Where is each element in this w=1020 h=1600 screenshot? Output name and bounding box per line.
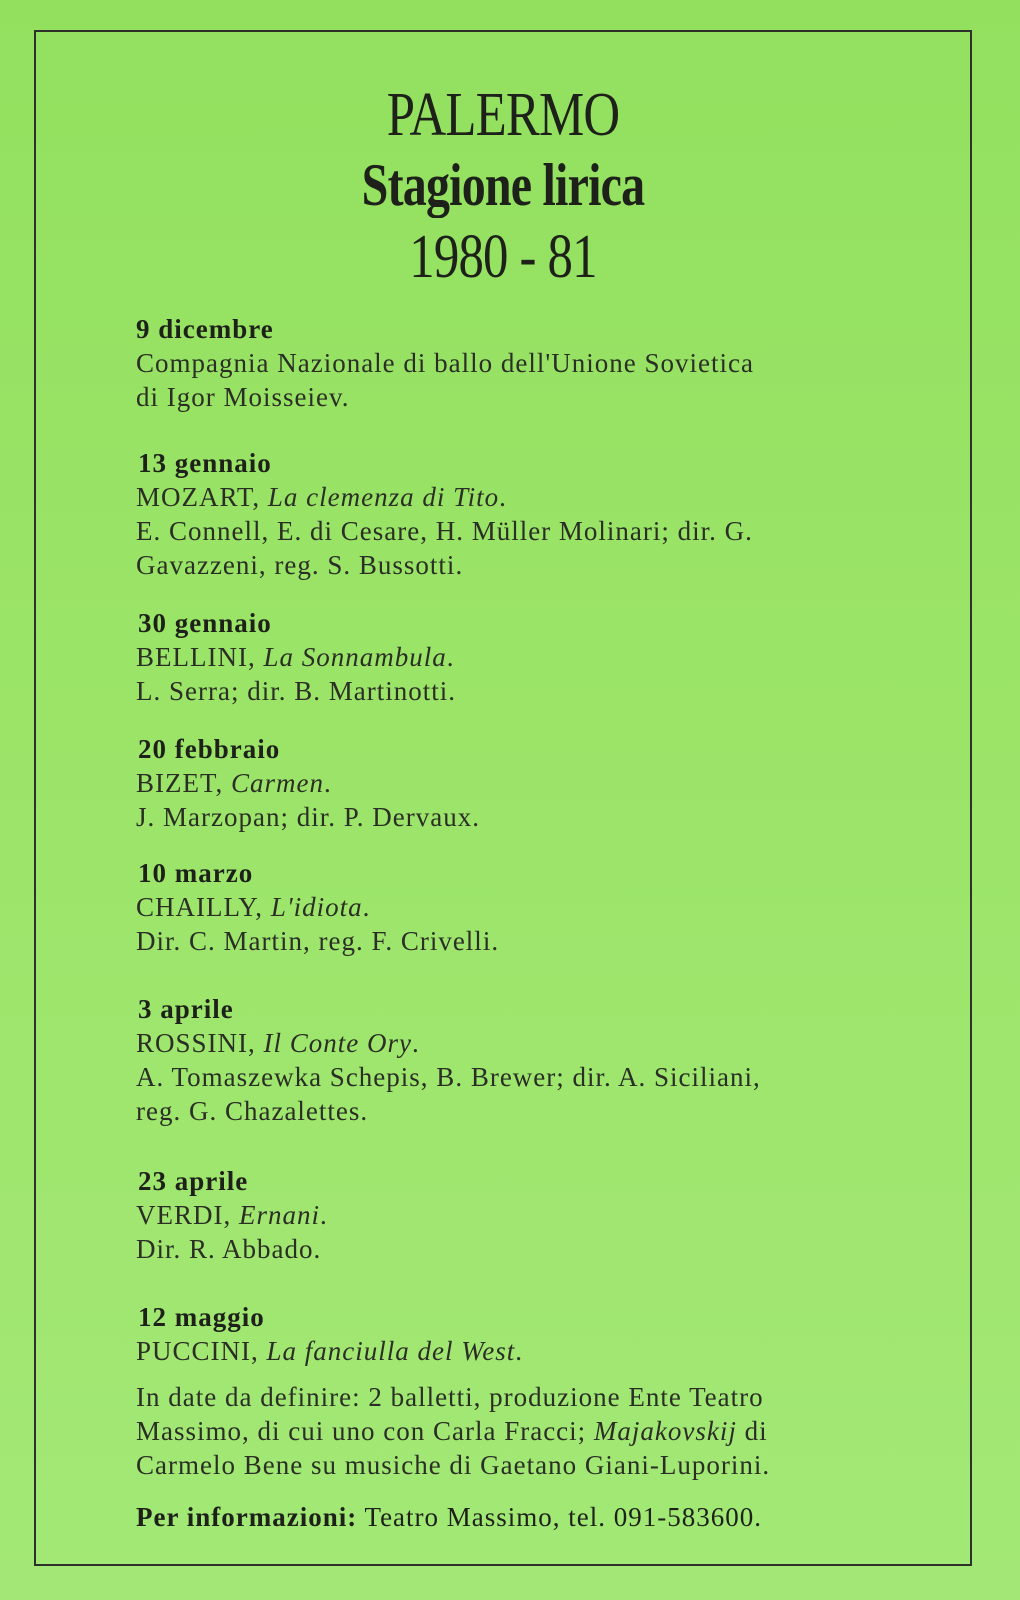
contact-text: Teatro Massimo, tel. 091-583600. [357,1502,763,1532]
masthead [36,80,970,294]
city-title: PALERMO [386,81,620,149]
event-detail: Dir. R. Abbado. [136,1234,322,1264]
note-line: Carmelo Bene su musiche di Gaetano Giani-Luporini. [136,1450,771,1480]
event-entry [136,992,875,1128]
event-date: 3 aprile [138,994,234,1024]
punctuation: . [320,1200,328,1230]
season-note [136,1380,875,1482]
composer: VERDI, [136,1200,239,1230]
work-title: La clemenza di Tito [267,482,500,512]
schedule-list [136,312,875,1534]
punctuation: . [323,768,332,798]
event-entry [136,856,875,958]
composer: MOZART, [136,482,268,512]
note-work-title: Majakovskij [593,1416,737,1446]
composer: PUCCINI, [136,1336,267,1366]
event-date: 12 maggio [138,1302,265,1332]
event-date: 10 marzo [138,858,254,888]
event-detail: Compagnia Nazionale di ballo dell'Unione Sovietica [136,348,754,378]
event-entry [136,1164,875,1266]
contact-label: Per informazioni: [136,1502,358,1532]
event-work [136,1334,875,1368]
work-title: Carmen [230,768,324,798]
event-work [136,480,875,514]
event-work [136,890,875,924]
note-text: di [736,1416,768,1446]
border-frame [34,30,972,1566]
event-date: 13 gennaio [138,448,272,478]
event-detail: Dir. C. Martin, reg. F. Crivelli. [136,926,500,956]
event-detail: di Igor Moisseiev. [136,382,350,412]
work-title: La fanciulla del West [266,1336,516,1366]
composer: ROSSINI, [136,1028,264,1058]
composer: BIZET, [136,768,231,798]
season-years: 1980 - 81 [409,223,597,291]
event-entry [136,732,875,834]
event-entry [136,312,875,414]
punctuation: . [515,1336,524,1366]
event-work [136,766,875,800]
punctuation: . [446,642,455,672]
event-detail: reg. G. Chazalettes. [136,1096,369,1126]
work-title: La Sonnambula [263,642,447,672]
contact-info [136,1500,875,1534]
event-work [136,1026,875,1060]
event-work [136,640,875,674]
work-title: Ernani [239,1200,321,1230]
event-entry [136,606,875,708]
composer: BELLINI, [136,642,264,672]
work-title: Il Conte Ory [263,1028,413,1058]
event-detail: Gavazzeni, reg. S. Bussotti. [136,550,464,580]
event-detail: E. Connell, E. di Cesare, H. Müller Molinari; dir. G. [136,516,753,546]
composer: CHAILLY, [136,892,271,922]
punctuation: . [362,892,371,922]
punctuation: . [499,482,507,512]
event-date: 9 dicembre [136,314,274,344]
event-detail: A. Tomaszewka Schepis, B. Brewer; dir. A. Siciliani, [136,1062,761,1092]
event-detail: L. Serra; dir. B. Martinotti. [136,676,456,706]
event-detail: J. Marzopan; dir. P. Dervaux. [136,802,480,832]
event-entry [136,1300,875,1368]
event-date: 20 febbraio [138,734,281,764]
note-text: Massimo, di cui uno con Carla Fracci; [136,1416,594,1446]
punctuation: . [412,1028,420,1058]
event-entry [136,446,875,582]
season-title: Stagione lirica [361,152,645,218]
work-title: L'idiota [270,892,363,922]
note-line: In date da definire: 2 balletti, produzione Ente Teatro [136,1382,764,1412]
event-work [136,1198,875,1232]
event-date: 23 aprile [138,1166,249,1196]
event-date: 30 gennaio [138,608,272,638]
note-line [136,1414,875,1448]
